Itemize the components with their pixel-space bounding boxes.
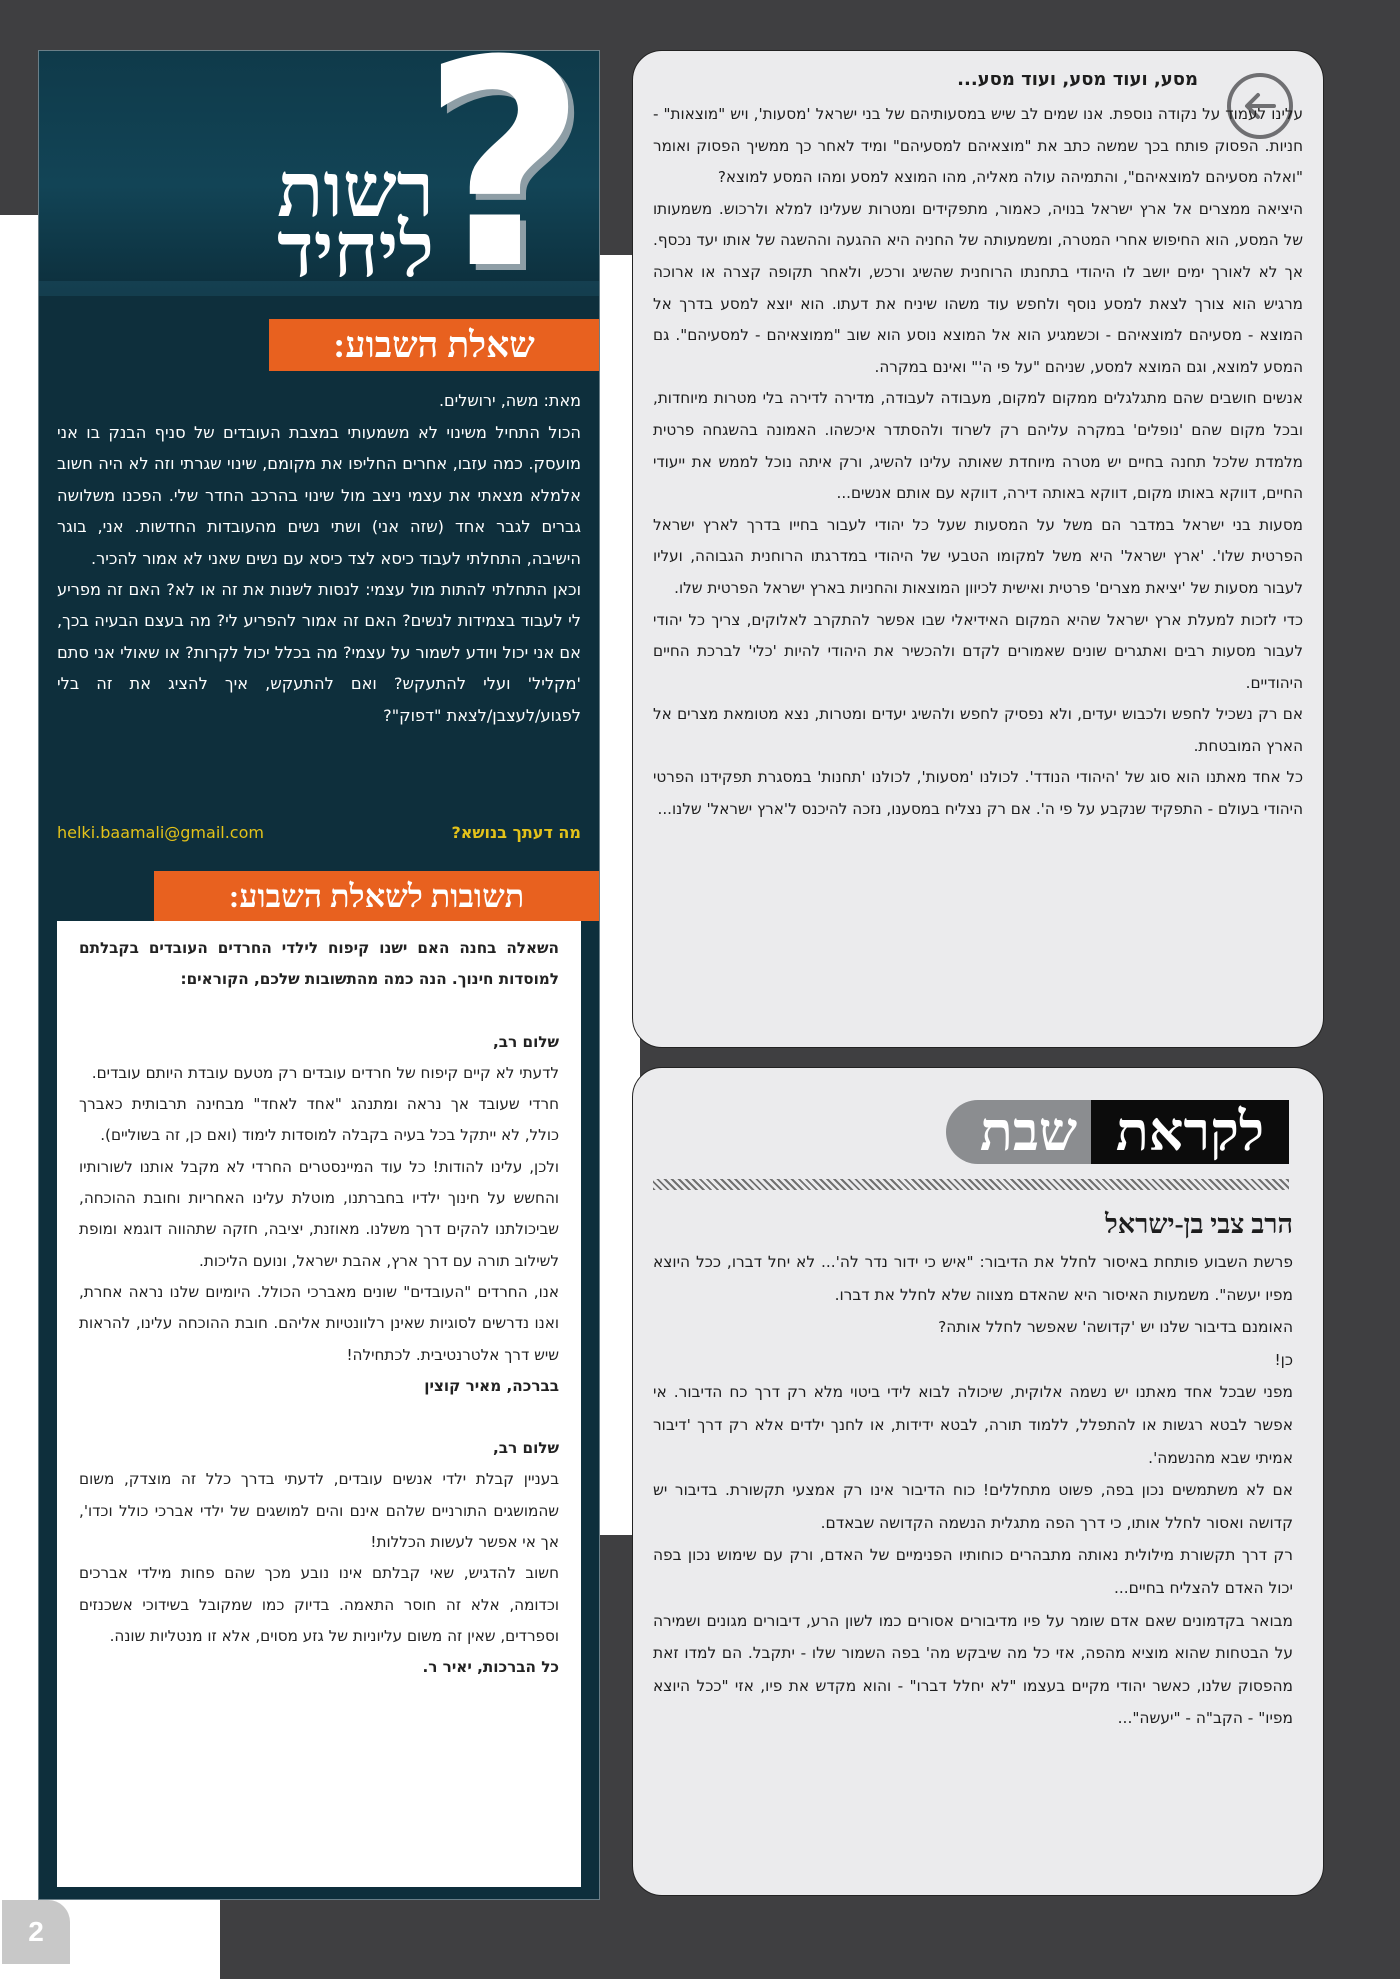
shabbat-paragraph: מפני שבכל אחד מאתנו יש נשמה אלוקית, שיכולה לבוא לידי ביטוי מלא רק דרך כח הדיבור. אי אפשר לבטא רגשות או להתפלל, ללמוד תורה, לבטא ידידות, או לחנך ילדים אלא רק דרך 'דיבור אמיתי שבא מהנשמה'. (653, 1383, 1293, 1467)
article-author: הרב צבי בן-ישראל (1105, 1209, 1293, 1239)
letter-greeting: שלום רב, (493, 1032, 559, 1051)
journey-paragraph: כדי לזכות למעלת ארץ ישראל שהיא המקום האידיאלי שבו אפשר להתקרב לאלוקים, צריך כל יהודי לעבור מסעות רבים ואתגרים שונים שאמורים לקדם ולהכשיר את היהודי להיות 'כלי' לברכת החיים היהודיים. (653, 610, 1303, 692)
column-title-line2: ליחיד (277, 209, 434, 293)
shabbat-paragraph: פרשת השבוע פותחת באיסור לחלל את הדיבור: "איש כי ידור נדר לה'... לא יחל דברו, ככל היוצא מפיו יעשה". משמעות האיסור היא שהאדם מצווה שלא לחלל את דברו. (653, 1253, 1293, 1304)
shabbat-body (653, 1246, 1293, 1735)
letter-paragraph: בעניין קבלת ילדי אנשים עובדים, לדעתי בדרך כלל זה מוצדק, משום שהמושגים התורניים שלהם אינם והים למושגים של ילדי אברכי כולל וכדו', אך אי אפשר לעשות הכללות! (79, 1470, 559, 1552)
journey-article-box (632, 50, 1324, 1048)
journey-paragraph: היציאה ממצרים אל ארץ ישראל בנויה, כאמור, מתפקידים ומטרות שעלינו למלא ולרכוש. משמעותו של המסע, הוא החיפוש אחרי המטרה, ומשמעותה של החניה היא ההגעה וההשגה של אותו יעד נכסף. אך לא לאורך ימים יושב לו היהודי בתחנתו הרוחנית שהשיג ורכש, ולאחר תקופה קצרה או ארוכה מרגיש הוא צורך לצאת למסע נוסף ולחפש עוד משהו שיניח את דעתו. הוא יוצא למסע בדרך אל המוצא - מסעיהם למוצאיהם - וכשמגיע הוא אל המוצא נוסע הוא שוב "ממוצאיהם - למסעיהם". גם המסע למוצא, וגם המוצא למסע, שניהם "על פי ה'" ואינם במקרה. (653, 199, 1303, 376)
question-mark-graphic: ? (421, 51, 587, 296)
question-author: מאת: משה, ירושלים. (438, 391, 581, 410)
journey-paragraph: אנשים חושבים שהם מתגלגלים ממקום למקום, מעבודה לעבודה, מדירה לדירה בלי מטרות מיוחדות, ובכל מקום שהם 'נופלים' במקרה עליהם רק לשרוד ולהסתדר איכשהו. האמונה בהשגחה פרטית מלמדת שלכל תחנה בחיים יש מטרה מיוחדת שאותה עלינו להשיג, ורק איתה נוכל לממש את ייעודי החיים, דווקא באותו מקום, דווקא באותה דירה, דווקא עם אותם אנשים... (653, 389, 1303, 503)
journey-title: מסע, ועוד מסע, ועוד מסע... (957, 69, 1198, 90)
question-body (57, 417, 581, 731)
shabbat-article-box (632, 1067, 1324, 1896)
left-column-panel (38, 50, 600, 1900)
letter-paragraph: לדעתי לא קיים קיפוח של חרדים עובדים רק מטעם עובדת היותם עובדים. (91, 1063, 559, 1082)
journey-paragraph: אם רק נשכיל לחפש ולכבוש יעדים, ולא נפסיק לחפש ולהשיג יעדים ומטרות, נצא מטומאת מצרים אל הארץ המובטחת. (653, 705, 1303, 755)
letter-greeting: שלום רב, (493, 1439, 559, 1458)
section-heading-toward: לקראת (1091, 1100, 1289, 1164)
contact-email-link[interactable]: helki.baamali@gmail.com (57, 823, 264, 842)
letter-paragraph: ולכן, עלינו להודות! כל עוד המיינסטרים החרדי לא מקבל אותנו לשורותיו והחשש על חינוך ילדיו בחברתנו, מוטלת עלינו האחריות וחובת ההוכחה, שביכולתנו להקים דרך משלנו. מאוזנת, יציבה, חזקה שתהווה דוגמא ומופת לשילוב תורה עם דרך ארץ, אהבת ישראל, ונועם הליכות. (79, 1157, 559, 1270)
question-of-week-heading: שאלת השבוע: (269, 319, 599, 371)
question-paragraph: הכול התחיל משינוי לא משמעותי במצבת העובדים של סניף הבנק בו אני מועסק. כמה עזבו, אחרים החליפו את מקומם, שינוי שגרתי וזה לא היה חשוב אלמלא מצאתי את עצמי ניצב מול שינוי בהרכב החדר שלי. הפכנו משלושה גברים לגבר אחד (שזה אני) ושתי נשים מהעובדות החדשות. אני, בוגר הישיבה, התחלתי לעבוד כיסא לצד כיסא עם נשים שאני לא אמור להכיר. (57, 423, 581, 568)
answers-box (57, 921, 581, 1887)
shabbat-paragraph: מבואר בקדמונים שאם אדם שומר על פיו מדיבורים אסורים כמו לשון הרע, דיבורים מגונים ושמירה על הבטחות שהוא מוציא מהפה, אזי כל מה שיבקש מה' בפה השמור שלו - יתקבל. הם למדו זאת מהפסוק שלנו, כאשר יהודי מקיים בעצמו "לא יחלל דברו" - והוא מקדש את פיו, אזי "ככל היוצא מפיו" - הקב"ה - "יעשה"... (653, 1611, 1293, 1728)
shabbat-paragraph: כן! (1274, 1350, 1293, 1369)
shabbat-paragraph: האומנם בדיבור שלנו יש 'קדושה' שאפשר לחלל אותה? (938, 1318, 1293, 1337)
journey-paragraph: מסעות בני ישראל במדבר הם משל על המסעות שעל כל יהודי לעבור בחייו בדרך לארץ ישראל הפרטית שלו'. 'ארץ ישראל' היא משל למקומו הטבעי של היהודי במדרגתו הרוחנית הגבוהה, ועליו לעבור מסעות של 'יציאת מצרים' פרטית ואישית לכיוון המוצאות והחניות בארץ ישראל הפרטית שלו. (653, 515, 1303, 597)
column-title-line1: רשות (277, 149, 434, 233)
journey-paragraph: עלינו לעמוד על נקודה נוספת. אנו שמים לב שיש במסעותיהם של בני ישראל 'מסעות', ויש "מוצאות" - חניות. הפסוק פותח בכך שמשה כתב את "מוצאיהם למסעיהם" ומיד לאחר כך ממשיך הפסוק ואומר "ואלה מסעיהם למוצאיהם", והתמיהה עולה מאליה, מהו המוצא למסע ומהו המסע למוצא? (653, 105, 1303, 187)
answers-heading: תשובות לשאלת השבוע: (154, 871, 599, 921)
letter-signature: בברכה, מאיר קוצין (424, 1376, 559, 1395)
letter-paragraph: חשוב להדגיש, שאי קבלתם אינו נובע מכך שהם פחות מילדי אברכים וכדומה, אלא זה חוסר התאמה. בדיוק כמו שמקובל בשידוכי אשכנזים וספרדים, שאין זה משום עליוניות של גזע מסוים, אלא זו מנטליות שונה. (79, 1564, 559, 1645)
page-number: 2 (2, 1900, 70, 1964)
letter-signature: כל הברכות, יאיר ר. (422, 1658, 559, 1677)
section-heading-shabbat: שבת (946, 1100, 1111, 1164)
contact-line (57, 821, 581, 845)
hatched-divider (653, 1179, 1289, 1190)
shabbat-paragraph: רק דרך תקשורת מילולית נאותה מתבהרים כוחותיו הפנימיים של האדם, ורק עם שימוש נכון בפה יכול האדם להצליח בחיים... (653, 1546, 1293, 1597)
shabbat-paragraph: אם לא משתמשים נכון בפה, פשוט מתחללים! כוח הדיבור אינו רק אמצעי תקשורת. בדיבור יש קדושה ואסור לחלל אותו, כי דרך הפה מתגלית הנשמה הקדושה שבאדם. (653, 1481, 1293, 1532)
column-header (39, 51, 599, 296)
page-edge-left (0, 215, 40, 1979)
letter-paragraph: חרדי שעובד אך נראה ומתנהג "אחד לאחד" מבחינה תרבותית כאברך כולל, לא ייתקל בכל בעיה בקבלה למוסדות לימוד (ואם כן, זה בשוליים). (79, 1095, 559, 1145)
answers-intro: השאלה בחנה האם ישנו קיפוח לילדי החרדים העובדים בקבלתם למוסדות חינוך. הנה כמה מהתשובות שלכם, הקוראים: (79, 939, 559, 989)
journey-body (653, 99, 1303, 826)
journey-paragraph: כל אחד מאתנו הוא סוג של 'היהודי הנודד'. לכולנו 'מסעות', לכולנו 'תחנות' במסגרת תפקידנו הפרטי היהודי בעולם - התפקיד שנקבע על פי ה'. אם רק נצליח במסענו, נזכה להיכנס ל'ארץ ישראל' שלנו... (653, 768, 1303, 819)
letter-paragraph: אנו, החרדים "העובדים" שונים מאברכי הכולל. היומיום שלנו נראה אחרת, ואנו נדרשים לסוגיות שאינן רלוונטיות אליהם. חובת ההוכחה עלינו, להראות שיש דרך אלטרנטיבית. לכתחילה! (79, 1282, 559, 1364)
opinion-prompt: מה דעתך בנושא? (451, 823, 581, 842)
question-paragraph: וכאן התחלתי להתות מול עצמי: לנסות לשנות את זה או לא? האם זה מפריע לי לעבוד בצמידות לנשים? האם זה אמור להפריע לי? מה בעצם הבעיה בכך, אם אני יכול ויודע לשמור על עצמי? מה בכלל יכול לקרות? או שאולי אני סתם 'מקליל' ועלי להתעקש? ואם להתעקש, איך להציג את זה בלי לפגוע/לעצבן/לצאת "דפוק"? (57, 580, 581, 725)
